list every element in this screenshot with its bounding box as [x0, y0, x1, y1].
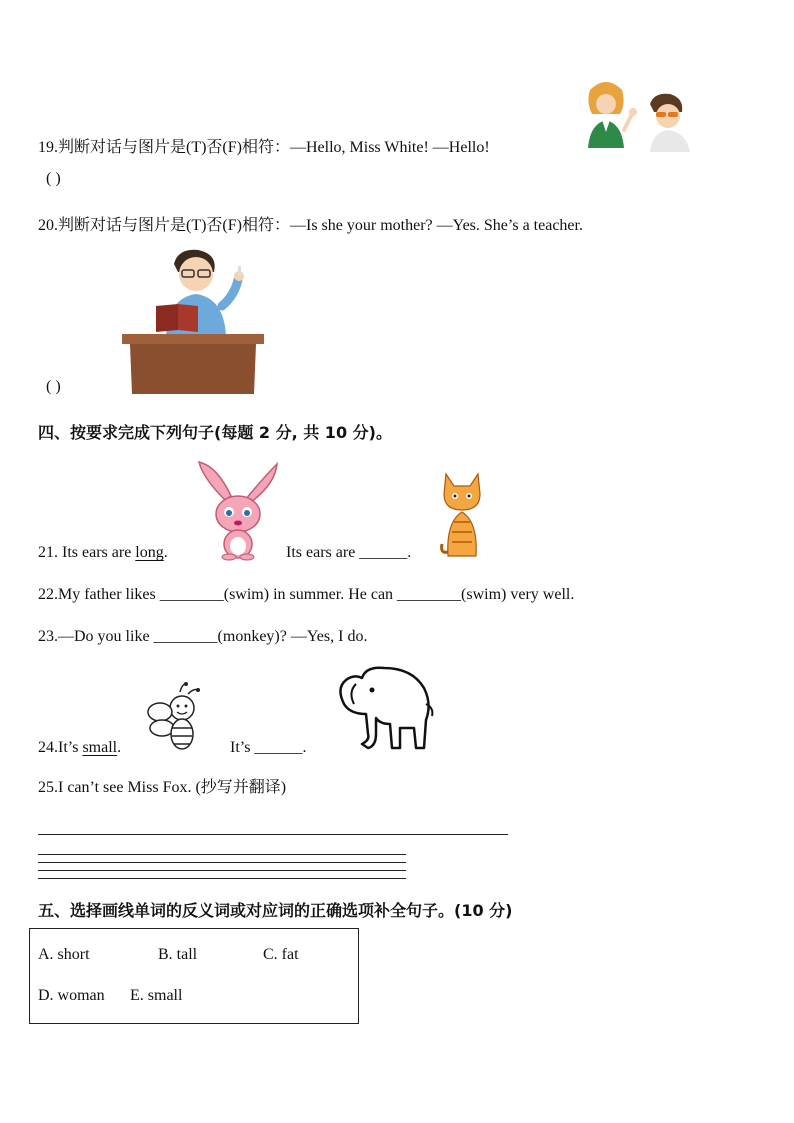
- q22-text[interactable]: 22.My father likes ________(swim) in summer. He can ________(swim) very well.: [38, 586, 575, 603]
- q24-blank-sentence[interactable]: It’s ______.: [230, 739, 307, 756]
- option-d: D. woman: [38, 987, 105, 1004]
- option-e: E. small: [130, 987, 183, 1004]
- q21-sentence: 21. Its ears are long.: [38, 544, 168, 561]
- q21-rabbit-picture: [195, 458, 281, 560]
- q25-copy-line-2[interactable]: [38, 862, 406, 863]
- option-c: C. fat: [263, 946, 299, 963]
- q21-blank-sentence[interactable]: Its ears are ______.: [286, 544, 412, 561]
- q24-elephant-picture: [332, 664, 434, 754]
- q20-answer-bracket[interactable]: ( ): [46, 378, 61, 395]
- options-box: [29, 928, 359, 1024]
- q21-underlined-word: long: [135, 544, 164, 561]
- q25-copy-line-3[interactable]: [38, 870, 406, 871]
- q21-cat-picture: [440, 470, 484, 560]
- q19-picture-teacher-and-boy: [584, 80, 696, 152]
- q24-sentence: 24.It’s small.: [38, 739, 122, 756]
- q25-translation-line[interactable]: [38, 834, 508, 835]
- q25-text: 25.I can’t see Miss Fox. (抄写并翻译): [38, 779, 287, 796]
- q25-copy-line-4[interactable]: [38, 878, 406, 879]
- q23-text[interactable]: 23.—Do you like ________(monkey)? —Yes, I do.: [38, 628, 368, 645]
- option-a: A. short: [38, 946, 90, 963]
- q24-underlined-word: small: [82, 739, 118, 756]
- q25-copy-line-1[interactable]: [38, 854, 406, 855]
- section-4-heading: 四、按要求完成下列句子(每题 2 分, 共 10 分)。: [38, 423, 392, 442]
- q19-answer-bracket[interactable]: ( ): [46, 170, 61, 187]
- section-5-heading: 五、选择画线单词的反义词或对应词的正确选项补全句子。(10 分): [38, 901, 513, 920]
- q20-picture-teacher-at-desk: [122, 244, 264, 396]
- q24-bee-picture: [146, 682, 208, 752]
- q19-text: 19.判断对话与图片是(T)否(F)相符：—Hello, Miss White! —Hello!: [38, 139, 490, 156]
- q20-text: 20.判断对话与图片是(T)否(F)相符：—Is she your mother? —Yes. She’s a teacher.: [38, 217, 583, 234]
- option-b: B. tall: [158, 946, 198, 963]
